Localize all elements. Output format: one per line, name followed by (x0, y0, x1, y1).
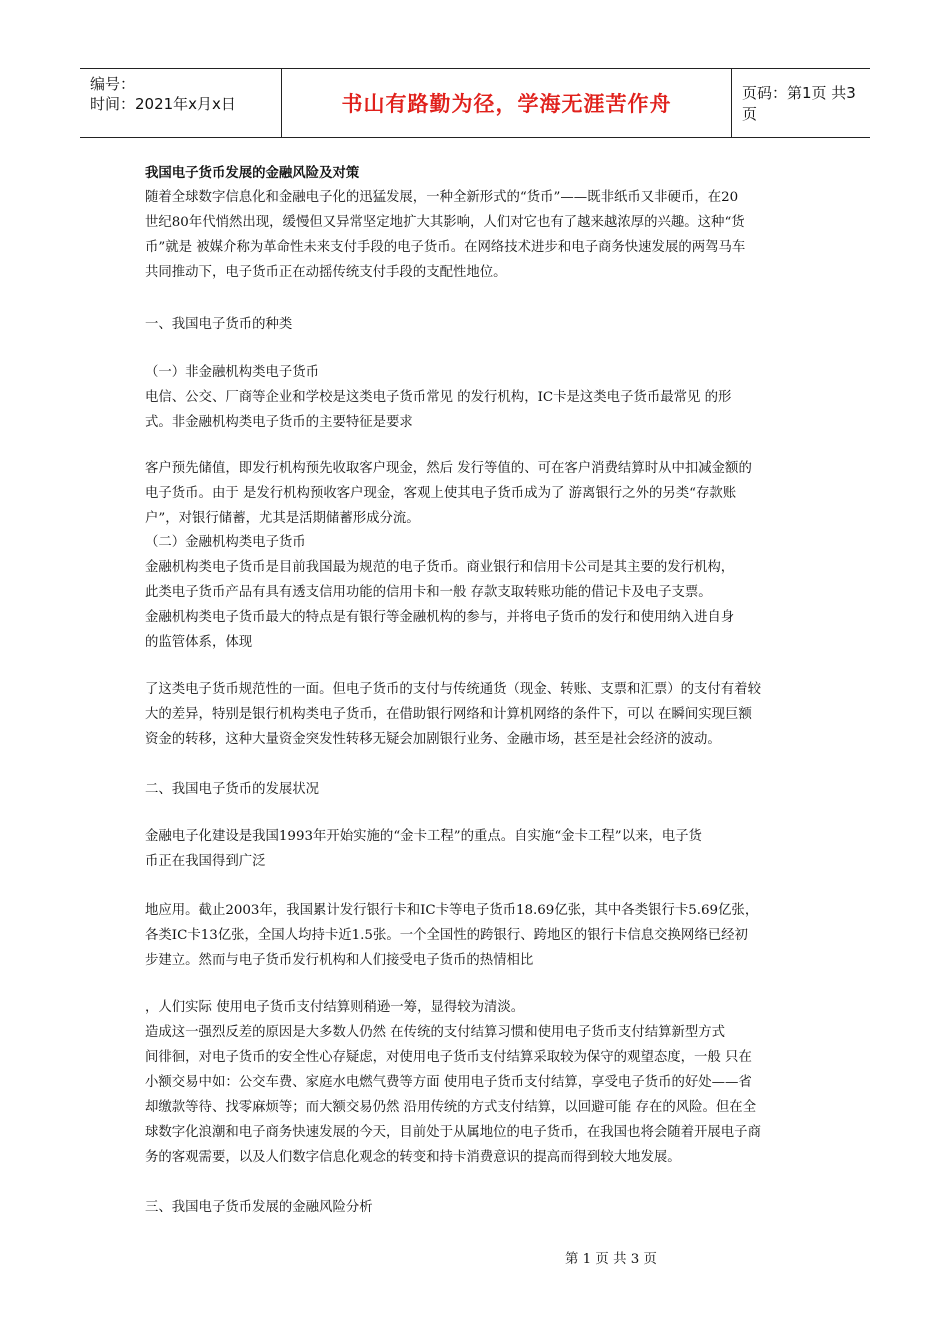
header-page-cell (732, 69, 870, 137)
text-line: 各类IC卡13亿张，全国人均持卡近1.5张。一个全国性的跨银行、跨地区的银行卡信息交换网络已经初 (145, 928, 748, 943)
text-line: 间徘徊，对电子货币的安全性心存疑虑，对使用电子货币支付结算采取较为保守的观望态度，一般 只在 (145, 1050, 752, 1065)
text-line: 了这类电子货币规范性的一面。但电子货币的支付与传统通货（现金、转账、支票和汇票）的支付有着较 (145, 682, 761, 697)
text-line: 造成这一强烈反差的原因是大多数人仍然 在传统的支付结算习惯和使用电子货币支付结算新型方式 (145, 1025, 726, 1040)
header-motto-cell (282, 69, 732, 137)
article-title: 我国电子货币发展的金融风险及对策 (145, 165, 360, 181)
number-label: 编号： (90, 75, 136, 93)
text-line: 务的客观需要，以及人们数字信息化观念的转变和持卡消费意识的提高而得到较大地发展。 (145, 1150, 681, 1165)
text-line: 随着全球数字信息化和金融电子化的迅猛发展，一种全新形式的“货币”——既非纸币又非硬币，在20 (145, 190, 739, 205)
page-label: 页码：第1页 共3页 (742, 84, 856, 123)
text-line: 金融机构类电子货币是目前我国最为规范的电子货币。商业银行和信用卡公司是其主要的发行机构， (145, 560, 735, 575)
text-line: 式。非金融机构类电子货币的主要特征是要求 (145, 415, 413, 430)
text-line: ，人们实际 使用电子货币支付结算则稍逊一筹，显得较为清淡。 (145, 1000, 525, 1015)
text-line: 世纪80年代悄然出现，缓慢但又异常坚定地扩大其影响，人们对它也有了越来越浓厚的兴趣。这种“货 (145, 215, 745, 230)
text-line: 小额交易中如：公交车费、家庭水电燃气费等方面 使用电子货币支付结算，享受电子货币的好处——省 (145, 1075, 752, 1090)
text-line: 户”，对银行储蓄，尤其是活期储蓄形成分流。 (145, 511, 420, 526)
section-heading: 三、我国电子货币发展的金融风险分析 (145, 1200, 373, 1215)
header-left-cell (80, 69, 282, 137)
text-line: 电信、公交、厂商等企业和学校是这类电子货币常见 的发行机构，IC卡是这类电子货币最常见 的形 (145, 390, 732, 405)
text-line: 共同推动下，电子货币正在动摇传统支付手段的支配性地位。 (145, 265, 507, 280)
text-line: 金融机构类电子货币最大的特点是有银行等金融机构的参与，并将电子货币的发行和使用纳入进自身 (145, 610, 735, 625)
time-label: 时间：2021年x月x日 (90, 95, 236, 113)
text-line: 此类电子货币产品有具有透支信用功能的信用卡和一般 存款支取转账功能的借记卡及电子支票。 (145, 585, 712, 600)
text-line: 地应用。截止2003年，我国累计发行银行卡和IC卡等电子货币18.69亿张，其中各类银行卡5.69亿张， (145, 903, 759, 918)
section-heading: 二、我国电子货币的发展状况 (145, 782, 320, 797)
section-heading: 一、我国电子货币的种类 (145, 317, 293, 332)
text-line: 客户预先储值，即发行机构预先收取客户现金，然后 发行等值的、可在客户消费结算时从中扣减金额的 (145, 461, 752, 476)
text-line: 电子货币。由于 是发行机构预收客户现金，客观上使其电子货币成为了 游离银行之外的另类“存款账 (145, 486, 737, 501)
subsection-heading: （二）金融机构类电子货币 (145, 535, 306, 550)
text-line: 步建立。然而与电子货币发行机构和人们接受电子货币的热情相比 (145, 953, 534, 968)
text-line: 大的差异，特别是银行机构类电子货币，在借助银行网络和计算机网络的条件下，可以 在瞬间实现巨额 (145, 707, 752, 722)
text-line: 币”就是 被媒介称为革命性未来支付手段的电子货币。在网络技术进步和电子商务快速发展的两驾马车 (145, 240, 746, 255)
text-line: 资金的转移，这种大量资金突发性转移无疑会加剧银行业务、金融市场，甚至是社会经济的波动。 (145, 732, 721, 747)
text-line: 金融电子化建设是我国1993年开始实施的“金卡工程”的重点。自实施“金卡工程”以来，电子货 (145, 829, 702, 844)
text-line: 的监管体系，体现 (145, 635, 253, 650)
subsection-heading: （一）非金融机构类电子货币 (145, 365, 320, 380)
text-line: 却缴款等待、找零麻烦等；而大额交易仍然 沿用传统的方式支付结算，以回避可能 存在的风险。但在全 (145, 1100, 757, 1115)
page-footer: 第 1 页 共 3 页 (565, 1252, 657, 1267)
text-line: 球数字化浪潮和电子商务快速发展的今天，目前处于从属地位的电子货币，在我国也将会随着开展电子商 (145, 1125, 761, 1140)
motto-text: 书山有路勤为径，学海无涯苦作舟 (341, 92, 672, 116)
page-header (80, 68, 870, 138)
text-line: 币正在我国得到广泛 (145, 854, 266, 869)
